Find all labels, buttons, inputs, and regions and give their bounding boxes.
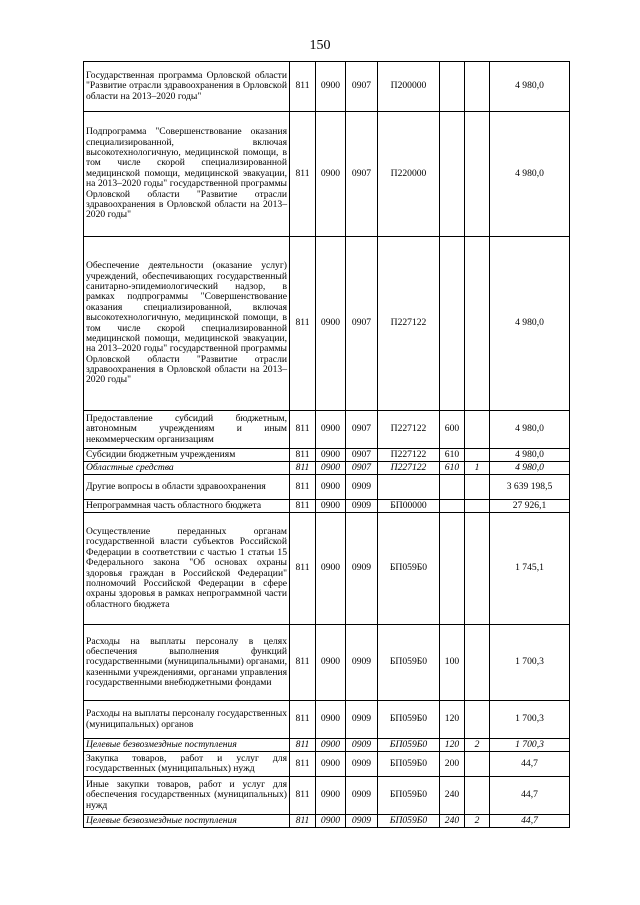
amount: 1 700,3 — [490, 739, 570, 752]
expense-type-code — [440, 62, 465, 112]
row-name: Предоставление субсидий бюджетным, автономным учреждениям и иным некоммерческим организациям — [84, 411, 290, 449]
grbs-code: 811 — [290, 237, 316, 411]
table-row — [84, 500, 570, 513]
source-code — [465, 411, 490, 449]
section-code: 0900 — [316, 815, 346, 828]
target-article-code: П220000 — [378, 112, 440, 237]
grbs-code: 811 — [290, 475, 316, 500]
table-row — [84, 462, 570, 475]
row-name: Субсидии бюджетным учреждениям — [84, 449, 290, 462]
amount: 3 639 198,5 — [490, 475, 570, 500]
subsection-code: 0909 — [346, 815, 378, 828]
expense-type-code — [440, 500, 465, 513]
table-row — [84, 815, 570, 828]
section-code: 0900 — [316, 462, 346, 475]
expense-type-code: 120 — [440, 701, 465, 739]
expense-type-code: 610 — [440, 462, 465, 475]
subsection-code: 0907 — [346, 411, 378, 449]
expense-type-code — [440, 475, 465, 500]
amount: 27 926,1 — [490, 500, 570, 513]
section-code: 0900 — [316, 500, 346, 513]
row-name: Целевые безвозмездные поступления — [84, 739, 290, 752]
section-code: 0900 — [316, 777, 346, 815]
grbs-code: 811 — [290, 500, 316, 513]
target-article-code: БП00000 — [378, 500, 440, 513]
grbs-code: 811 — [290, 739, 316, 752]
expense-type-code: 100 — [440, 625, 465, 701]
subsection-code: 0909 — [346, 625, 378, 701]
subsection-code: 0909 — [346, 513, 378, 625]
target-article-code — [378, 475, 440, 500]
subsection-code: 0909 — [346, 701, 378, 739]
section-code: 0900 — [316, 739, 346, 752]
table-row — [84, 752, 570, 777]
section-code: 0900 — [316, 625, 346, 701]
source-code — [465, 500, 490, 513]
amount: 1 700,3 — [490, 625, 570, 701]
target-article-code: БП059Б0 — [378, 739, 440, 752]
target-article-code: П227122 — [378, 237, 440, 411]
expense-type-code: 200 — [440, 752, 465, 777]
subsection-code: 0909 — [346, 752, 378, 777]
amount: 4 980,0 — [490, 237, 570, 411]
table-row — [84, 625, 570, 701]
section-code: 0900 — [316, 112, 346, 237]
target-article-code: БП059Б0 — [378, 815, 440, 828]
source-code: 1 — [465, 462, 490, 475]
row-name: Иные закупки товаров, работ и услуг для обеспечения государственных (муниципальных) нужд — [84, 777, 290, 815]
row-name: Государственная программа Орловской области "Развитие отрасли здравоохранения в Орловской области на 2013–2020 годы" — [84, 62, 290, 112]
grbs-code: 811 — [290, 625, 316, 701]
source-code — [465, 475, 490, 500]
source-code — [465, 513, 490, 625]
section-code: 0900 — [316, 62, 346, 112]
amount: 4 980,0 — [490, 411, 570, 449]
expense-type-code: 610 — [440, 449, 465, 462]
subsection-code: 0909 — [346, 500, 378, 513]
page-number: 150 — [309, 38, 331, 53]
row-name: Областные средства — [84, 462, 290, 475]
expense-type-code — [440, 513, 465, 625]
source-code — [465, 625, 490, 701]
grbs-code: 811 — [290, 462, 316, 475]
section-code: 0900 — [316, 411, 346, 449]
amount: 44,7 — [490, 752, 570, 777]
row-name: Непрограммная часть областного бюджета — [84, 500, 290, 513]
table-row — [84, 112, 570, 237]
target-article-code: П200000 — [378, 62, 440, 112]
subsection-code: 0907 — [346, 449, 378, 462]
source-code: 2 — [465, 739, 490, 752]
grbs-code: 811 — [290, 513, 316, 625]
table-row — [84, 739, 570, 752]
section-code: 0900 — [316, 752, 346, 777]
amount: 44,7 — [490, 815, 570, 828]
expense-type-code — [440, 237, 465, 411]
budget-table — [83, 61, 570, 828]
amount: 4 980,0 — [490, 62, 570, 112]
amount: 4 980,0 — [490, 449, 570, 462]
expense-type-code: 600 — [440, 411, 465, 449]
expense-type-code — [440, 112, 465, 237]
row-name: Обеспечение деятельности (оказание услуг) учреждений, обеспечивающих государственный санитарно-эпидемиологический надзор, в рамках подпрограммы "Совершенствование оказания специализированной, включая высокотехнологичную, медицинской помощи, в том числе скорой специализированной медицинской помощи, медицинской эвакуации, на 2013–2020 годы" государственной программы Орловской области "Развитие отрасли здравоохранения в Орловской области на 2013–2020 годы" — [84, 237, 290, 411]
table-row — [84, 513, 570, 625]
table-row — [84, 449, 570, 462]
target-article-code: П227122 — [378, 449, 440, 462]
amount: 4 980,0 — [490, 462, 570, 475]
row-name: Другие вопросы в области здравоохранения — [84, 475, 290, 500]
target-article-code: П227122 — [378, 411, 440, 449]
source-code — [465, 449, 490, 462]
amount: 4 980,0 — [490, 112, 570, 237]
subsection-code: 0909 — [346, 475, 378, 500]
table-row — [84, 237, 570, 411]
subsection-code: 0907 — [346, 237, 378, 411]
expense-type-code: 240 — [440, 815, 465, 828]
expense-type-code: 240 — [440, 777, 465, 815]
row-name: Расходы на выплаты персоналу в целях обеспечения выполнения функций государственными (муниципальными) органами, казенными учреждениями, органами управления государственными внебюджетными фондами — [84, 625, 290, 701]
grbs-code: 811 — [290, 701, 316, 739]
subsection-code: 0909 — [346, 739, 378, 752]
section-code: 0900 — [316, 475, 346, 500]
subsection-code: 0907 — [346, 62, 378, 112]
budget-table-body — [84, 62, 570, 828]
row-name: Подпрограмма "Совершенствование оказания специализированной, включая высокотехнологичную, медицинской помощи, в том числе скорой специализированной медицинской помощи, медицинской эвакуации, на 2013–2020 годы" государственной программы Орловской области "Развитие отрасли здравоохранения в Орловской области на 2013–2020 годы" — [84, 112, 290, 237]
source-code — [465, 112, 490, 237]
section-code: 0900 — [316, 449, 346, 462]
amount: 44,7 — [490, 777, 570, 815]
target-article-code: БП059Б0 — [378, 701, 440, 739]
table-row — [84, 62, 570, 112]
table-row — [84, 777, 570, 815]
target-article-code: БП059Б0 — [378, 752, 440, 777]
target-article-code: БП059Б0 — [378, 625, 440, 701]
target-article-code: П227122 — [378, 462, 440, 475]
target-article-code: БП059Б0 — [378, 513, 440, 625]
grbs-code: 811 — [290, 62, 316, 112]
amount: 1 745,1 — [490, 513, 570, 625]
source-code — [465, 752, 490, 777]
source-code — [465, 62, 490, 112]
table-row — [84, 475, 570, 500]
row-name: Расходы на выплаты персоналу государственных (муниципальных) органов — [84, 701, 290, 739]
row-name: Целевые безвозмездные поступления — [84, 815, 290, 828]
section-code: 0900 — [316, 237, 346, 411]
subsection-code: 0909 — [346, 777, 378, 815]
amount: 1 700,3 — [490, 701, 570, 739]
row-name: Осуществление переданных органам государственной власти субъектов Российской Федерации в соответствии с частью 1 статьи 15 Федерального закона "Об основах охраны здоровья граждан в Российской Федерации" полномочий Российской Федерации в сфере охраны здоровья в рамках непрограммной части областного бюджета — [84, 513, 290, 625]
row-name: Закупка товаров, работ и услуг для государственных (муниципальных) нужд — [84, 752, 290, 777]
grbs-code: 811 — [290, 777, 316, 815]
grbs-code: 811 — [290, 449, 316, 462]
table-row — [84, 701, 570, 739]
subsection-code: 0907 — [346, 112, 378, 237]
section-code: 0900 — [316, 701, 346, 739]
grbs-code: 811 — [290, 752, 316, 777]
section-code: 0900 — [316, 513, 346, 625]
grbs-code: 811 — [290, 815, 316, 828]
source-code — [465, 777, 490, 815]
subsection-code: 0907 — [346, 462, 378, 475]
grbs-code: 811 — [290, 112, 316, 237]
target-article-code: БП059Б0 — [378, 777, 440, 815]
table-row — [84, 411, 570, 449]
source-code — [465, 701, 490, 739]
grbs-code: 811 — [290, 411, 316, 449]
source-code — [465, 237, 490, 411]
source-code: 2 — [465, 815, 490, 828]
expense-type-code: 120 — [440, 739, 465, 752]
